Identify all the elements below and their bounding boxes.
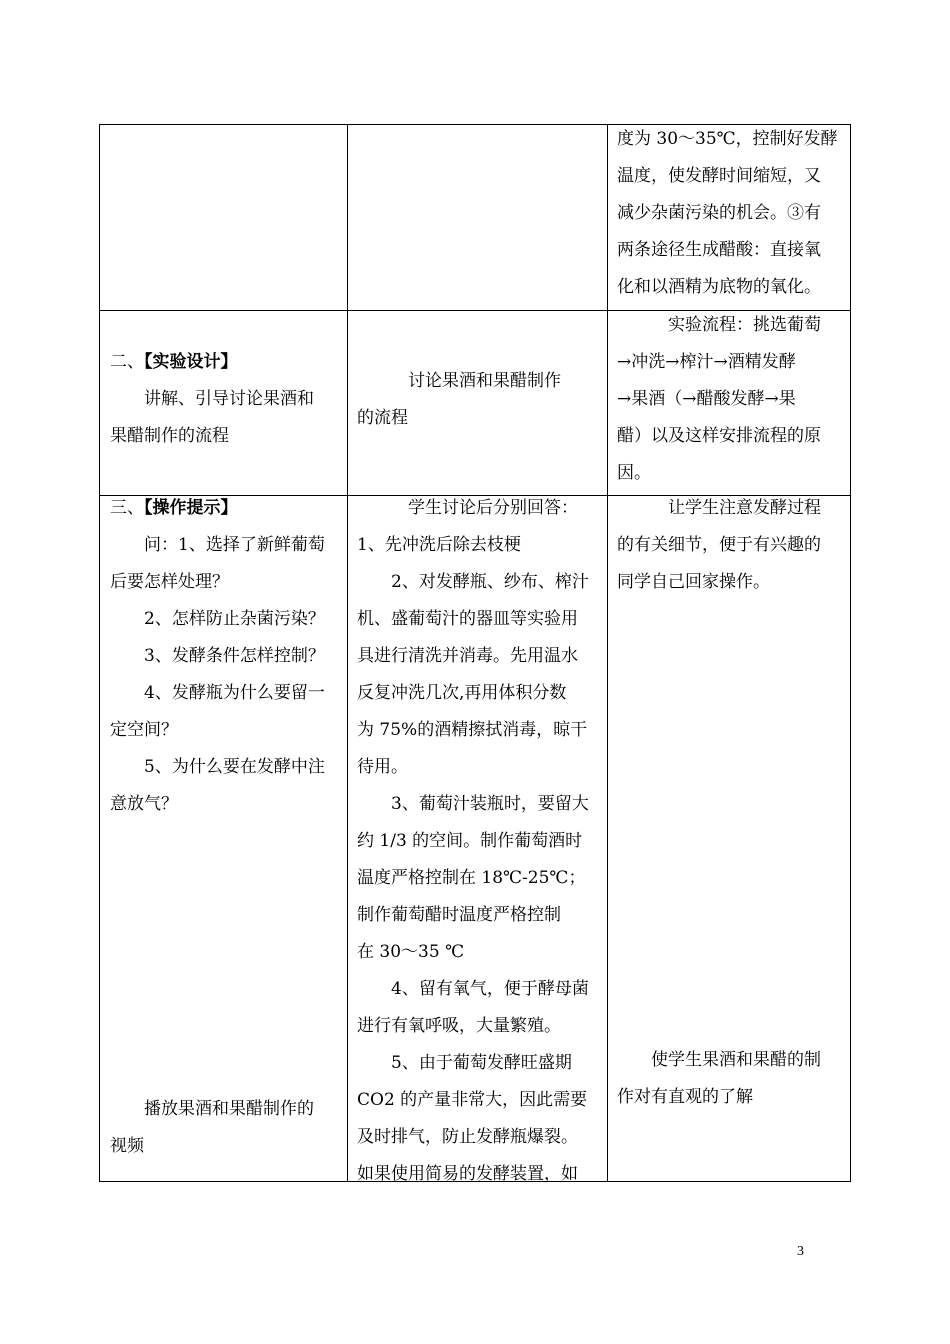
section-number: 二、 [110, 352, 144, 372]
column-divider [347, 125, 348, 1181]
section-heading [110, 490, 345, 527]
text-line: 让学生注意发酵过程 [668, 498, 821, 518]
text-line: 5、为什么要在发酵中注 [144, 757, 325, 777]
text-line: 待用。 [357, 757, 408, 777]
text-line: 播放果酒和果醋制作的 [144, 1099, 314, 1119]
text-line: 在 30～35 ℃ [357, 942, 465, 962]
row2-col1-cell [110, 344, 345, 455]
text-line: 温度，使发酵时间缩短，又 [617, 166, 821, 186]
text-line: 视频 [110, 1136, 144, 1156]
text-line: 后要怎样处理？ [110, 572, 229, 592]
section-title: 【操作提示】 [144, 498, 238, 518]
lesson-table [99, 124, 851, 1182]
text-line: 问：1、选择了新鲜葡萄 [144, 535, 325, 555]
text-line: →冲洗→榨汁→酒精发酵 [617, 352, 796, 372]
row3-col3-video-note [617, 1042, 852, 1116]
text-line: 度为 30～35℃，控制好发酵 [617, 129, 838, 149]
text-line: 约 1/3 的空间。制作葡萄酒时 [357, 831, 583, 851]
text-line: 进行有氧呼吸，大量繁殖。 [357, 1016, 561, 1036]
row1-col3-cell [617, 121, 852, 306]
text-line: →果酒（→醋酸发酵→果 [617, 389, 796, 409]
text-line: 3、发酵条件怎样控制？ [144, 646, 325, 666]
text-line: 讨论果酒和果醋制作 [408, 371, 561, 391]
text-line: 两条途径生成醋酸：直接氧 [617, 240, 821, 260]
text-line: 意放气？ [110, 794, 178, 814]
row3-col2-cell [357, 490, 605, 1193]
section-title: 【实验设计】 [144, 352, 238, 372]
text-line: 的有关细节，便于有兴趣的 [617, 535, 821, 555]
text-line: 3、葡萄汁装瓶时，要留大 [391, 794, 589, 814]
section-heading [110, 344, 345, 381]
text-line: 温度严格控制在 18℃-25℃； [357, 868, 586, 888]
row2-col2-cell [357, 363, 602, 437]
text-line: 1、先冲洗后除去枝梗 [357, 535, 521, 555]
text-line: 5、由于葡萄发酵旺盛期 [391, 1053, 572, 1073]
text-line: 学生讨论后分别回答： [408, 498, 578, 518]
column-divider [607, 125, 608, 1181]
text-line: 醋）以及这样安排流程的原 [617, 426, 821, 446]
text-line: 2、对发酵瓶、纱布、榨汁 [391, 572, 589, 592]
text-line: 因。 [617, 463, 651, 483]
section-number: 三、 [110, 498, 144, 518]
text-line: 4、留有氧气，便于酵母菌 [391, 979, 589, 999]
row3-col1-cell [110, 490, 345, 823]
text-line: 及时排气，防止发酵瓶爆裂。 [357, 1127, 578, 1147]
row3-col3-cell [617, 490, 852, 601]
text-line: 使学生果酒和果醋的制 [651, 1050, 821, 1070]
row2-col3-cell [617, 307, 852, 492]
text-line: 为 75%的酒精擦拭消毒，晾干 [357, 720, 588, 740]
text-line: 制作葡萄醋时温度严格控制 [357, 905, 561, 925]
text-line: 4、发酵瓶为什么要留一 [144, 683, 325, 703]
row3-col1-video-note [110, 1091, 345, 1165]
text-line: 反复冲洗几次,再用体积分数 [357, 683, 567, 703]
text-line: 减少杂菌污染的机会。③有 [617, 203, 821, 223]
text-line: 定空间？ [110, 720, 178, 740]
text-line: 的流程 [357, 408, 408, 428]
text-line: CO2 的产量非常大，因此需要 [357, 1090, 588, 1110]
text-line: 化和以酒精为底物的氧化。 [617, 277, 821, 297]
page-number: 3 [797, 1244, 804, 1259]
text-line: 果醋制作的流程 [110, 426, 229, 446]
text-line: 同学自己回家操作。 [617, 572, 770, 592]
text-line: 作对有直观的了解 [617, 1087, 753, 1107]
text-line: 具进行清洗并消毒。先用温水 [357, 646, 578, 666]
text-line: 讲解、引导讨论果酒和 [144, 389, 314, 409]
text-line: 实验流程：挑选葡萄 [668, 315, 821, 335]
text-line: 如果使用简易的发酵装置，如 [357, 1164, 578, 1184]
text-line: 机、盛葡萄汁的器皿等实验用 [357, 609, 578, 629]
text-line: 2、怎样防止杂菌污染？ [144, 609, 325, 629]
